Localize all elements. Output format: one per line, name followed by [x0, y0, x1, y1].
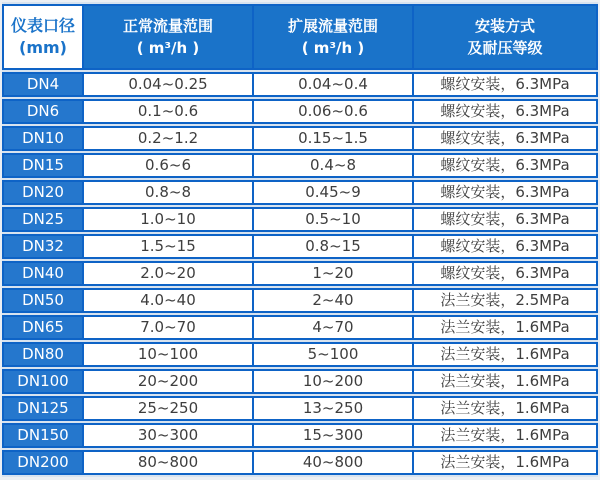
normal-range-cell: 0.8~8 [84, 180, 254, 205]
extended-range-cell: 0.06~0.6 [254, 99, 414, 124]
installation-cell: 法兰安装，2.5MPa [414, 288, 598, 313]
normal-range-cell: 80~800 [84, 450, 254, 475]
dn-cell: DN20 [2, 180, 84, 205]
dn-cell: DN6 [2, 99, 84, 124]
table-row [2, 288, 598, 313]
table-row [2, 207, 598, 232]
header-subtitle: ( m³/h ) [136, 39, 200, 57]
extended-range-cell: 1~20 [254, 261, 414, 286]
extended-range-cell: 0.15~1.5 [254, 126, 414, 151]
header-meter-diameter [2, 4, 84, 70]
table-row [2, 342, 598, 367]
header-subtitle: ( m³/h ) [301, 39, 365, 57]
installation-cell: 螺纹安装，6.3MPa [414, 99, 598, 124]
installation-cell: 螺纹安装，6.3MPa [414, 261, 598, 286]
table-row [2, 450, 598, 475]
normal-range-cell: 20~200 [84, 369, 254, 394]
installation-cell: 螺纹安装，6.3MPa [414, 207, 598, 232]
normal-range-cell: 7.0~70 [84, 315, 254, 340]
extended-range-cell: 0.4~8 [254, 153, 414, 178]
normal-range-cell: 0.04~0.25 [84, 72, 254, 97]
installation-cell: 法兰安装，1.6MPa [414, 423, 598, 448]
dn-cell: DN150 [2, 423, 84, 448]
header-row [2, 4, 598, 70]
extended-range-cell: 2~40 [254, 288, 414, 313]
normal-range-cell: 25~250 [84, 396, 254, 421]
table-row [2, 315, 598, 340]
extended-range-cell: 40~800 [254, 450, 414, 475]
table-row [2, 234, 598, 259]
installation-cell: 螺纹安装，6.3MPa [414, 126, 598, 151]
installation-cell: 法兰安装，1.6MPa [414, 315, 598, 340]
dn-cell: DN25 [2, 207, 84, 232]
extended-range-cell: 0.04~0.4 [254, 72, 414, 97]
installation-cell: 法兰安装，1.6MPa [414, 450, 598, 475]
table-row [2, 261, 598, 286]
dn-cell: DN32 [2, 234, 84, 259]
normal-range-cell: 0.2~1.2 [84, 126, 254, 151]
dn-cell: DN10 [2, 126, 84, 151]
normal-range-cell: 30~300 [84, 423, 254, 448]
dn-cell: DN4 [2, 72, 84, 97]
normal-range-cell: 4.0~40 [84, 288, 254, 313]
extended-range-cell: 0.45~9 [254, 180, 414, 205]
table-row [2, 396, 598, 421]
header-subtitle: (mm) [19, 38, 67, 57]
table-row [2, 126, 598, 151]
header-subtitle: 及耐压等级 [467, 39, 543, 57]
installation-cell: 螺纹安装，6.3MPa [414, 153, 598, 178]
header-title: 仪表口径 [10, 16, 75, 35]
normal-range-cell: 1.5~15 [84, 234, 254, 259]
normal-range-cell: 0.6~6 [84, 153, 254, 178]
installation-cell: 螺纹安装，6.3MPa [414, 234, 598, 259]
header-title: 正常流量范围 [122, 17, 213, 35]
header-extended-flow-range [254, 4, 414, 70]
extended-range-cell: 0.8~15 [254, 234, 414, 259]
extended-range-cell: 0.5~10 [254, 207, 414, 232]
dn-cell: DN100 [2, 369, 84, 394]
header-title: 扩展流量范围 [287, 17, 378, 35]
installation-cell: 法兰安装，1.6MPa [414, 342, 598, 367]
table-row [2, 180, 598, 205]
normal-range-cell: 1.0~10 [84, 207, 254, 232]
extended-range-cell: 5~100 [254, 342, 414, 367]
dn-cell: DN125 [2, 396, 84, 421]
header-installation-pressure [414, 4, 598, 70]
extended-range-cell: 10~200 [254, 369, 414, 394]
dn-cell: DN50 [2, 288, 84, 313]
table-row [2, 153, 598, 178]
normal-range-cell: 10~100 [84, 342, 254, 367]
extended-range-cell: 15~300 [254, 423, 414, 448]
installation-cell: 螺纹安装，6.3MPa [414, 180, 598, 205]
table-row [2, 99, 598, 124]
dn-cell: DN40 [2, 261, 84, 286]
extended-range-cell: 13~250 [254, 396, 414, 421]
normal-range-cell: 0.1~0.6 [84, 99, 254, 124]
header-normal-flow-range [84, 4, 254, 70]
installation-cell: 螺纹安装，6.3MPa [414, 72, 598, 97]
header-title: 安装方式 [474, 17, 535, 35]
normal-range-cell: 2.0~20 [84, 261, 254, 286]
table-row [2, 72, 598, 97]
dn-cell: DN80 [2, 342, 84, 367]
flow-meter-spec-table [2, 2, 598, 477]
dn-cell: DN65 [2, 315, 84, 340]
installation-cell: 法兰安装，1.6MPa [414, 369, 598, 394]
extended-range-cell: 4~70 [254, 315, 414, 340]
dn-cell: DN15 [2, 153, 84, 178]
table-row [2, 369, 598, 394]
installation-cell: 法兰安装，1.6MPa [414, 396, 598, 421]
dn-cell: DN200 [2, 450, 84, 475]
table-row [2, 423, 598, 448]
